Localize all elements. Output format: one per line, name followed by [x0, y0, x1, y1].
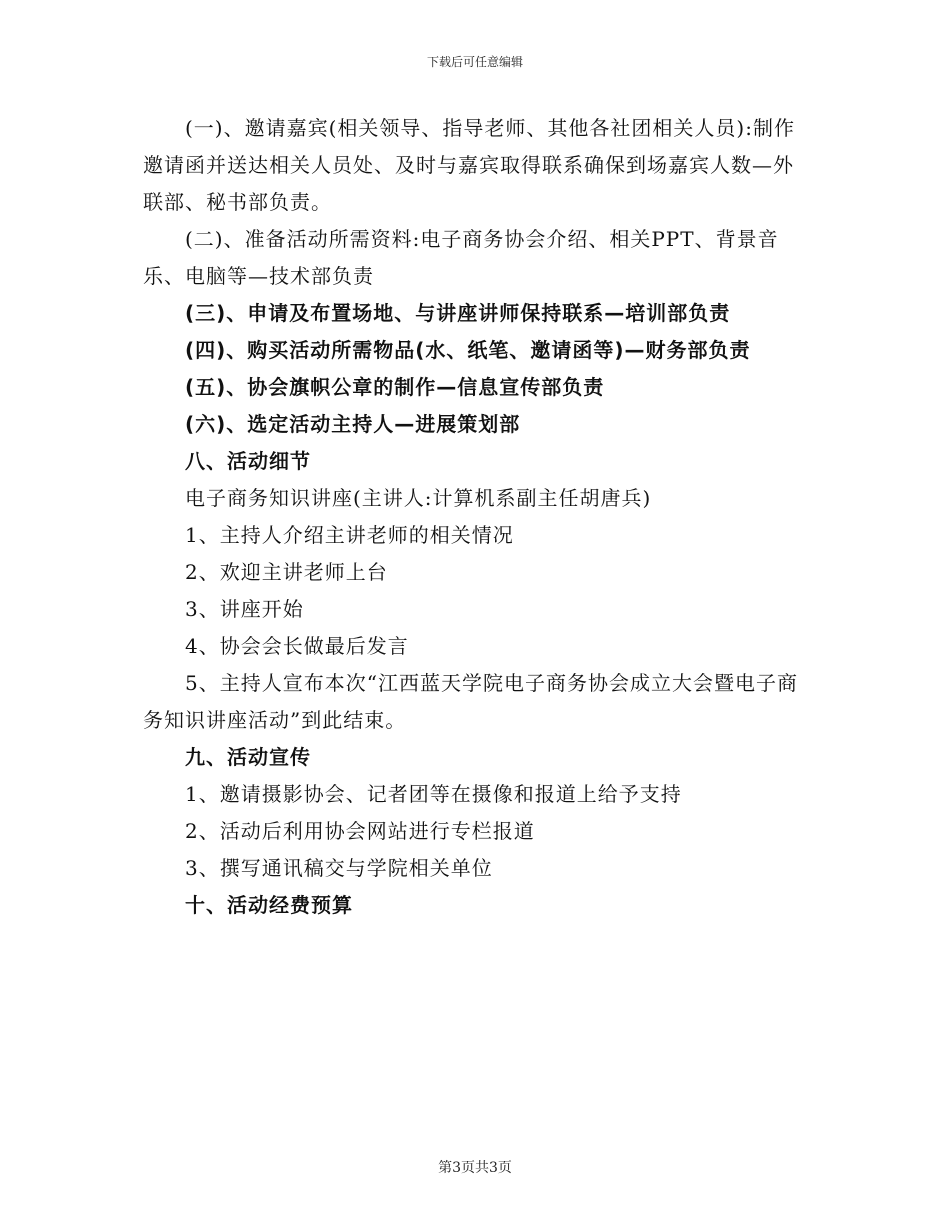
section-heading-publicity: 九、活动宣传 — [185, 745, 311, 769]
list-item: 3、撰写通讯稿交与学院相关单位 — [185, 856, 493, 880]
document-body — [143, 110, 813, 924]
paragraph-host: (六)、选定活动主持人—进展策划部 — [185, 412, 521, 436]
paragraph-prepare-materials: (二)、准备活动所需资料:电子商务协会介绍、相关PPT、背景音乐、电脑等—技术部负责 — [143, 227, 779, 288]
section-heading-activity-details: 八、活动细节 — [185, 449, 311, 473]
list-item: 1、邀请摄影协会、记者团等在摄像和报道上给予支持 — [185, 782, 682, 806]
list-item: 2、活动后利用协会网站进行专栏报道 — [185, 819, 535, 843]
list-item: 5、主持人宣布本次“江西蓝天学院电子商务协会成立大会暨电子商务知识讲座活动”到此结束。 — [143, 671, 798, 732]
list-item: 3、讲座开始 — [185, 597, 304, 621]
paragraph-purchase: (四)、购买活动所需物品(水、纸笔、邀请函等)—财务部负责 — [185, 338, 751, 362]
paragraph-invite-guests: (一)、邀请嘉宾(相关领导、指导老师、其他各社团相关人员):制作邀请函并送达相关人员处、及时与嘉宾取得联系确保到场嘉宾人数—外联部、秘书部负责。 — [143, 116, 795, 214]
paragraph-lecture-title: 电子商务知识讲座(主讲人:计算机系副主任胡唐兵) — [185, 486, 652, 510]
page-header: 下载后可任意编辑 — [426, 55, 523, 69]
list-item: 1、主持人介绍主讲老师的相关情况 — [185, 523, 514, 547]
section-heading-budget: 十、活动经费预算 — [185, 893, 353, 917]
page-footer: 第3页共3页 — [438, 1160, 512, 1176]
paragraph-banner-seal: (五)、协会旗帜公章的制作—信息宣传部负责 — [185, 375, 605, 399]
list-item: 4、协会会长做最后发言 — [185, 634, 409, 658]
paragraph-venue: (三)、申请及布置场地、与讲座讲师保持联系—培训部负责 — [185, 301, 731, 325]
list-item: 2、欢迎主讲老师上台 — [185, 560, 388, 584]
